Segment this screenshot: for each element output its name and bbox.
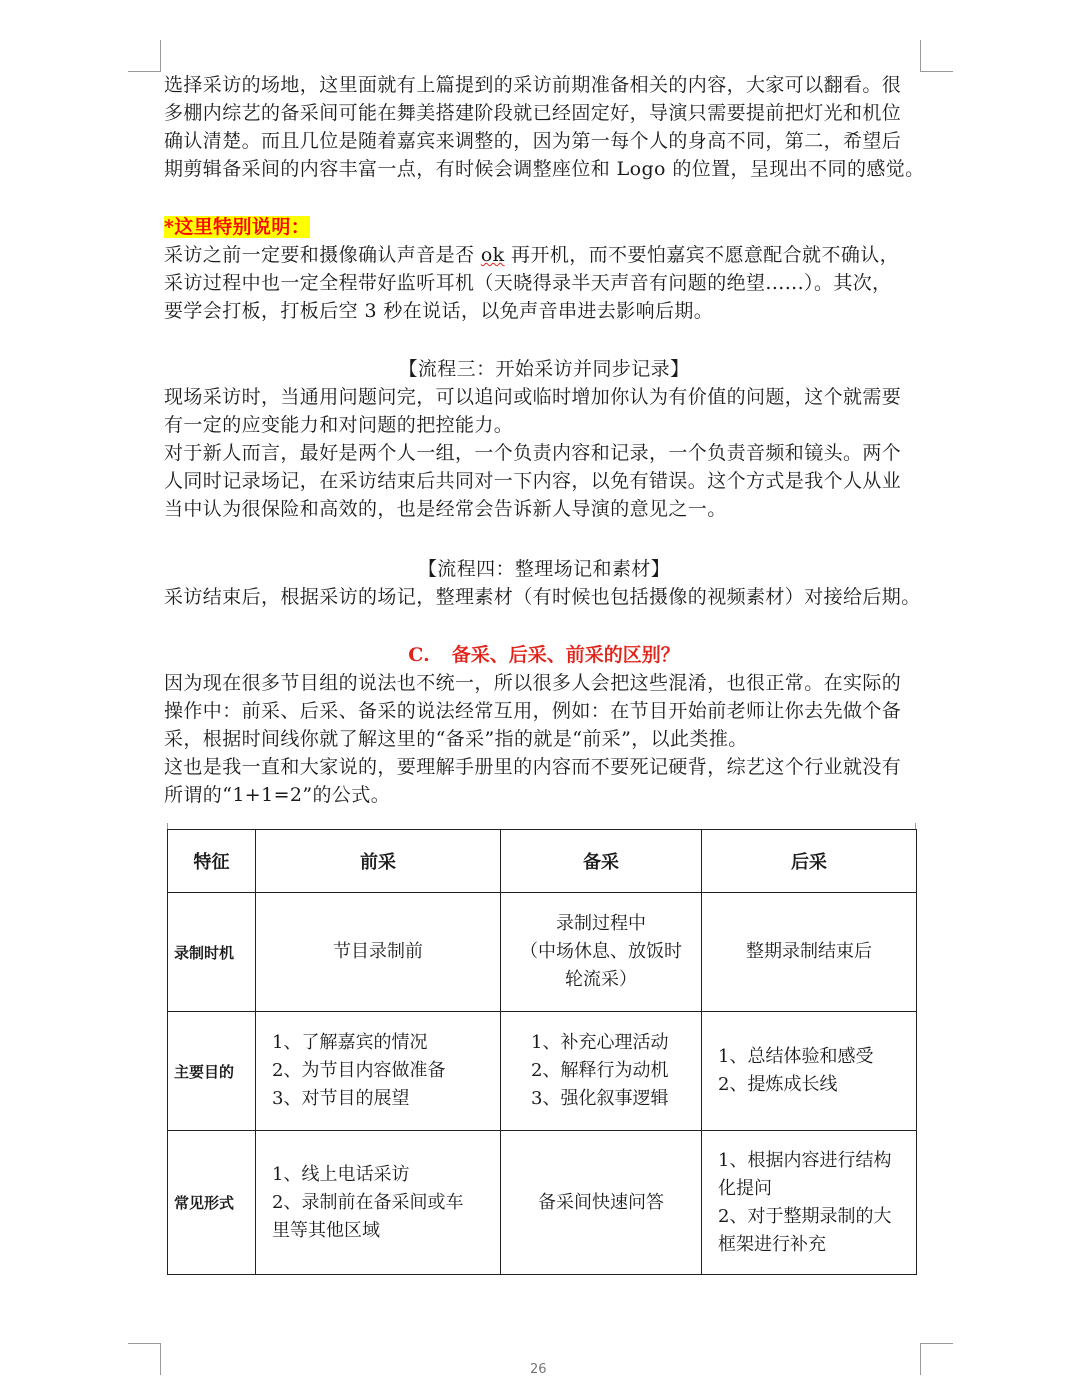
text-line: 确认清楚。而且几位是随着嘉宾来调整的，因为第一每个人的身高不同，第二，希望后 (164, 130, 902, 152)
crop-mark-top-left-v (160, 40, 161, 72)
row-label: 主要目的 (168, 1012, 256, 1131)
special-note (164, 213, 924, 325)
crop-mark-bottom-right-h (921, 1343, 953, 1344)
table-header-cell: 前采 (256, 830, 501, 893)
section-c-title (164, 641, 924, 669)
table-header-cell: 备采 (501, 830, 702, 893)
text-line: 多棚内综艺的备采间可能在舞美搭建阶段就已经固定好，导演只需要提前把灯光和机位 (164, 102, 902, 124)
crop-mark-bottom-right-v (920, 1343, 921, 1375)
section-c-paragraph (164, 669, 924, 809)
section-letter: C. (408, 644, 430, 666)
table-cell: 1、线上电话采访 2、录制前在备采间或车 里等其他区域 (256, 1131, 501, 1275)
row-label: 录制时机 (168, 893, 256, 1012)
table-cell: 节目录制前 (256, 893, 501, 1012)
table-cell: 1、总结体验和感受 2、提炼成长线 (702, 1012, 917, 1131)
table-header-cell: 后采 (702, 830, 917, 893)
text-line: 采访过程中也一定全程带好监听耳机（天晓得录半天声音有问题的绝望......）。其次， (164, 272, 892, 294)
table-cell: 1、了解嘉宾的情况 2、为节目内容做准备 3、对节目的展望 (256, 1012, 501, 1131)
table-cell: 1、根据内容进行结构 化提问 2、对于整期录制的大 框架进行补充 (702, 1131, 917, 1275)
flow4-heading: 【流程四：整理场记和素材】 (417, 558, 671, 580)
table-cell: 录制过程中 （中场休息、放饭时 轮流采） (501, 893, 702, 1012)
special-note-label: *这里特别说明： (164, 216, 311, 238)
table-cell: 1、补充心理活动 2、解释行为动机 3、强化叙事逻辑 (501, 1012, 702, 1131)
intro-paragraph (164, 71, 924, 183)
flow3-heading: 【流程三：开始采访并同步记录】 (398, 358, 690, 380)
text-line: 采访结束后，根据采访的场记，整理素材（有时候也包括摄像的视频素材）对接给后期。 (164, 586, 921, 608)
crop-mark-top-right-v (920, 40, 921, 72)
crop-mark-bottom-left-v (160, 1343, 161, 1375)
text-line: 采访之前一定要和摄像确认声音是否 ok 再开机，而不要怕嘉宾不愿意配合就不确认， (164, 244, 900, 266)
comparison-table (167, 829, 917, 1275)
text-line: 因为现在很多节目组的说法也不统一，所以很多人会把这些混淆，也很正常。在实际的 (164, 672, 902, 694)
text-line: 要学会打板，打板后空 3 秒在说话，以免声音串进去影响后期。 (164, 300, 714, 322)
text-line: 这也是我一直和大家说的，要理解手册里的内容而不要死记硬背，综艺这个行业就没有 (164, 756, 902, 778)
table-cell: 备采间快速问答 (501, 1131, 702, 1275)
text-line: 选择采访的场地，这里面就有上篇提到的采访前期准备相关的内容，大家可以翻看。很 (164, 74, 902, 96)
crop-mark-top-left-h (128, 71, 160, 72)
table-row (168, 893, 917, 1012)
table-cell: 整期录制结束后 (702, 893, 917, 1012)
page-number: 26 (530, 1362, 547, 1377)
flow3-paragraph (164, 383, 924, 523)
spellcheck-word: ok (480, 244, 505, 266)
row-label: 常见形式 (168, 1131, 256, 1275)
table-row (168, 1012, 917, 1131)
flow4-paragraph (164, 583, 924, 611)
crop-mark-bottom-left-h (128, 1343, 160, 1344)
text-line: 人同时记录场记，在采访结束后共同对一下内容，以免有错误。这个方式是我个人从业 (164, 470, 902, 492)
crop-mark-top-right-h (921, 71, 953, 72)
text-line: 采，根据时间线你就了解这里的“备采”指的就是“前采”，以此类推。 (164, 728, 748, 750)
text-line: 现场采访时，当通用问题问完，可以追问或临时增加你认为有价值的问题，这个就需要 (164, 386, 902, 408)
text-line: 有一定的应变能力和对问题的把控能力。 (164, 414, 514, 436)
text-line: 期剪辑备采间的内容丰富一点，有时候会调整座位和 Logo 的位置，呈现出不同的感觉。 (164, 158, 925, 180)
section-title-text: 备采、后采、前采的区别？ (451, 644, 680, 666)
table-header-cell: 特征 (168, 830, 256, 893)
text-line: 当中认为很保险和高效的，也是经常会告诉新人导演的意见之一。 (164, 498, 727, 520)
table-row (168, 1131, 917, 1275)
text-line: 操作中：前采、后采、备采的说法经常互用，例如：在节目开始前老师让你去先做个备 (164, 700, 902, 722)
text-line: 所谓的“1+1=2”的公式。 (164, 784, 391, 806)
text-line: 对于新人而言，最好是两个人一组，一个负责内容和记录，一个负责音频和镜头。两个 (164, 442, 902, 464)
table-header-row (168, 830, 917, 893)
